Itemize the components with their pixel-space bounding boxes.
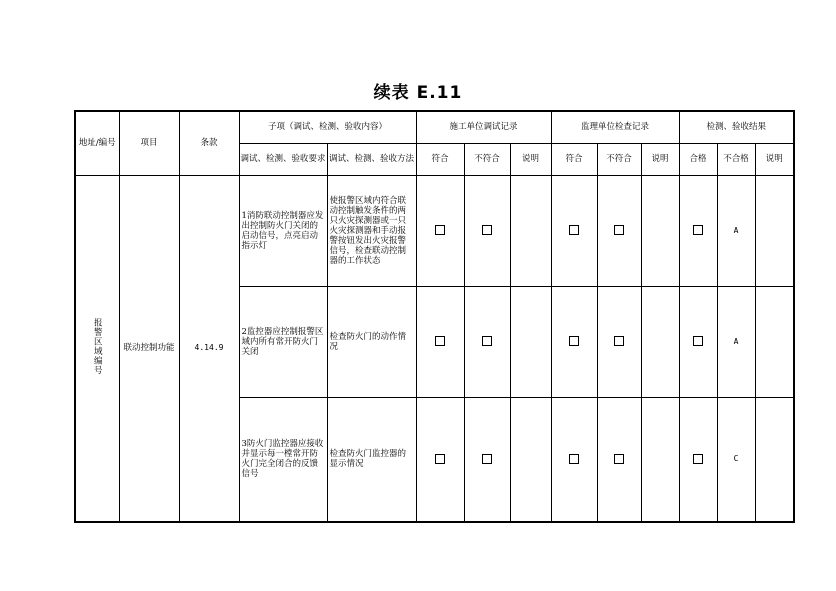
header-location: 地址/编号	[75, 111, 119, 175]
group-location-label: 报警区域编号	[92, 318, 103, 376]
result-note-cell	[755, 397, 794, 522]
result-qualified-checkbox[interactable]	[693, 336, 703, 346]
row-requirement: 1消防联动控制器应发出控制防火门关闭的启动信号，点亮启动指示灯	[239, 175, 327, 286]
supervision-conform-checkbox[interactable]	[569, 225, 579, 235]
construction-note-cell	[510, 175, 551, 286]
row-method: 检查防火门监控器的显示情况	[327, 397, 416, 522]
row-method: 使报警区域内符合联动控制触发条件的两只火灾探测器或一只火灾探测器和手动报警按钮发出火灾报警信号，检查联动控制器的工作状态	[327, 175, 416, 286]
construction-conform-checkbox[interactable]	[435, 225, 445, 235]
page-title: 续表 E.11	[373, 83, 463, 103]
group-clause: 4.14.9	[179, 175, 239, 522]
construction-nonconform-checkbox[interactable]	[482, 225, 492, 235]
header-sub-requirement: 调试、检测、验收要求	[239, 143, 327, 175]
supervision-conform-checkbox[interactable]	[569, 336, 579, 346]
result-qualified-checkbox[interactable]	[693, 454, 703, 464]
group-item: 联动控制功能	[119, 175, 179, 522]
header-construction-conform: 符合	[416, 143, 464, 175]
group-location	[75, 175, 119, 522]
supervision-note-cell	[641, 397, 679, 522]
supervision-nonconform-checkbox[interactable]	[614, 336, 624, 346]
result-note-cell	[755, 286, 794, 397]
header-sub-item: 子项（调试、检测、验收内容）	[239, 111, 416, 143]
construction-conform-checkbox[interactable]	[435, 454, 445, 464]
header-construction-note: 说明	[510, 143, 551, 175]
construction-note-cell	[510, 286, 551, 397]
row-requirement: 2监控器应控制报警区域内所有常开防火门关闭	[239, 286, 327, 397]
supervision-nonconform-checkbox[interactable]	[614, 225, 624, 235]
result-grade: C	[717, 397, 755, 522]
table-row	[75, 175, 794, 286]
supervision-conform-checkbox[interactable]	[569, 454, 579, 464]
supervision-nonconform-checkbox[interactable]	[614, 454, 624, 464]
result-qualified-checkbox[interactable]	[693, 225, 703, 235]
header-item: 项目	[119, 111, 179, 175]
supervision-note-cell	[641, 286, 679, 397]
header-supervision-nonconform: 不符合	[597, 143, 641, 175]
row-requirement: 3防火门监控器应接收并显示每一樘常开防火门完全闭合的反馈信号	[239, 397, 327, 522]
row-method: 检查防火门的动作情况	[327, 286, 416, 397]
result-grade: A	[717, 175, 755, 286]
header-result-note: 说明	[755, 143, 794, 175]
header-result-qualified: 合格	[679, 143, 717, 175]
header-construction-nonconform: 不符合	[464, 143, 510, 175]
header-result-unqualified: 不合格	[717, 143, 755, 175]
header-supervision: 监理单位检查记录	[551, 111, 679, 143]
result-grade: A	[717, 286, 755, 397]
header-supervision-conform: 符合	[551, 143, 597, 175]
header-clause: 条款	[179, 111, 239, 175]
header-result: 检测、验收结果	[679, 111, 794, 143]
construction-note-cell	[510, 397, 551, 522]
construction-nonconform-checkbox[interactable]	[482, 336, 492, 346]
result-note-cell	[755, 175, 794, 286]
supervision-note-cell	[641, 175, 679, 286]
header-sub-method: 调试、检测、验收方法	[327, 143, 416, 175]
construction-conform-checkbox[interactable]	[435, 336, 445, 346]
construction-nonconform-checkbox[interactable]	[482, 454, 492, 464]
header-supervision-note: 说明	[641, 143, 679, 175]
header-construction: 施工单位调试记录	[416, 111, 551, 143]
inspection-table	[74, 110, 795, 523]
